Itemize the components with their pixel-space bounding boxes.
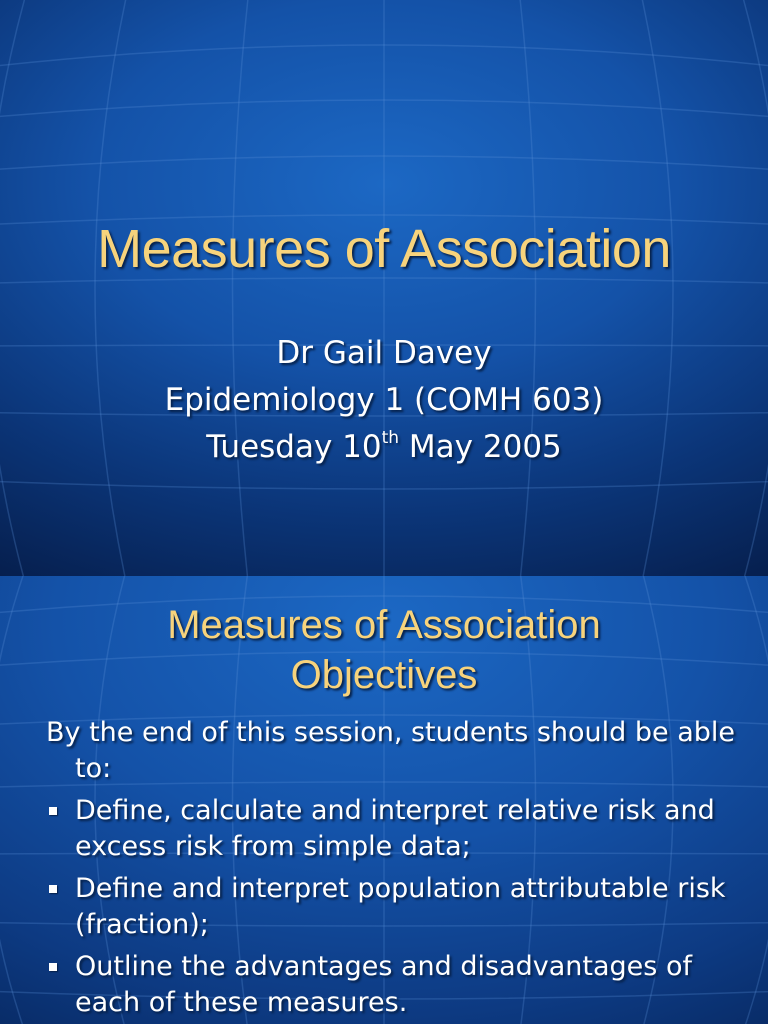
date-suffix: May 2005: [399, 429, 562, 465]
course-name: Epidemiology 1 (COMH 603): [164, 382, 604, 418]
list-item-text: Define, calculate and interpret relative risk and excess risk from simple data;: [75, 795, 715, 862]
slide-title: Measures of Association: [97, 219, 671, 279]
objectives-slide: [0, 576, 768, 1024]
title-line-2: Objectives: [290, 653, 478, 697]
intro-text: By the end of this session, students should be able to:: [46, 717, 736, 784]
list-item-text: Define and interpret population attributable risk (fraction);: [75, 873, 726, 940]
objectives-list: [46, 793, 746, 1021]
list-item-text: Outline the advantages and disadvantages of each of these measures.: [75, 951, 692, 1018]
list-item: [46, 949, 746, 1021]
list-item: [46, 871, 746, 943]
square-bullet-icon: [49, 885, 57, 893]
square-bullet-icon: [49, 963, 57, 971]
list-item: [46, 793, 746, 865]
date-prefix: Tuesday 10: [206, 429, 382, 465]
author-name: Dr Gail Davey: [276, 335, 492, 371]
slide-subtitle: [0, 330, 768, 471]
title-line-1: Measures of Association: [167, 603, 601, 647]
presentation-date: [0, 424, 768, 471]
slide-title: [0, 600, 768, 700]
slide-body: [46, 715, 746, 1024]
date-ordinal-suffix: th: [381, 428, 400, 448]
square-bullet-icon: [49, 807, 57, 815]
